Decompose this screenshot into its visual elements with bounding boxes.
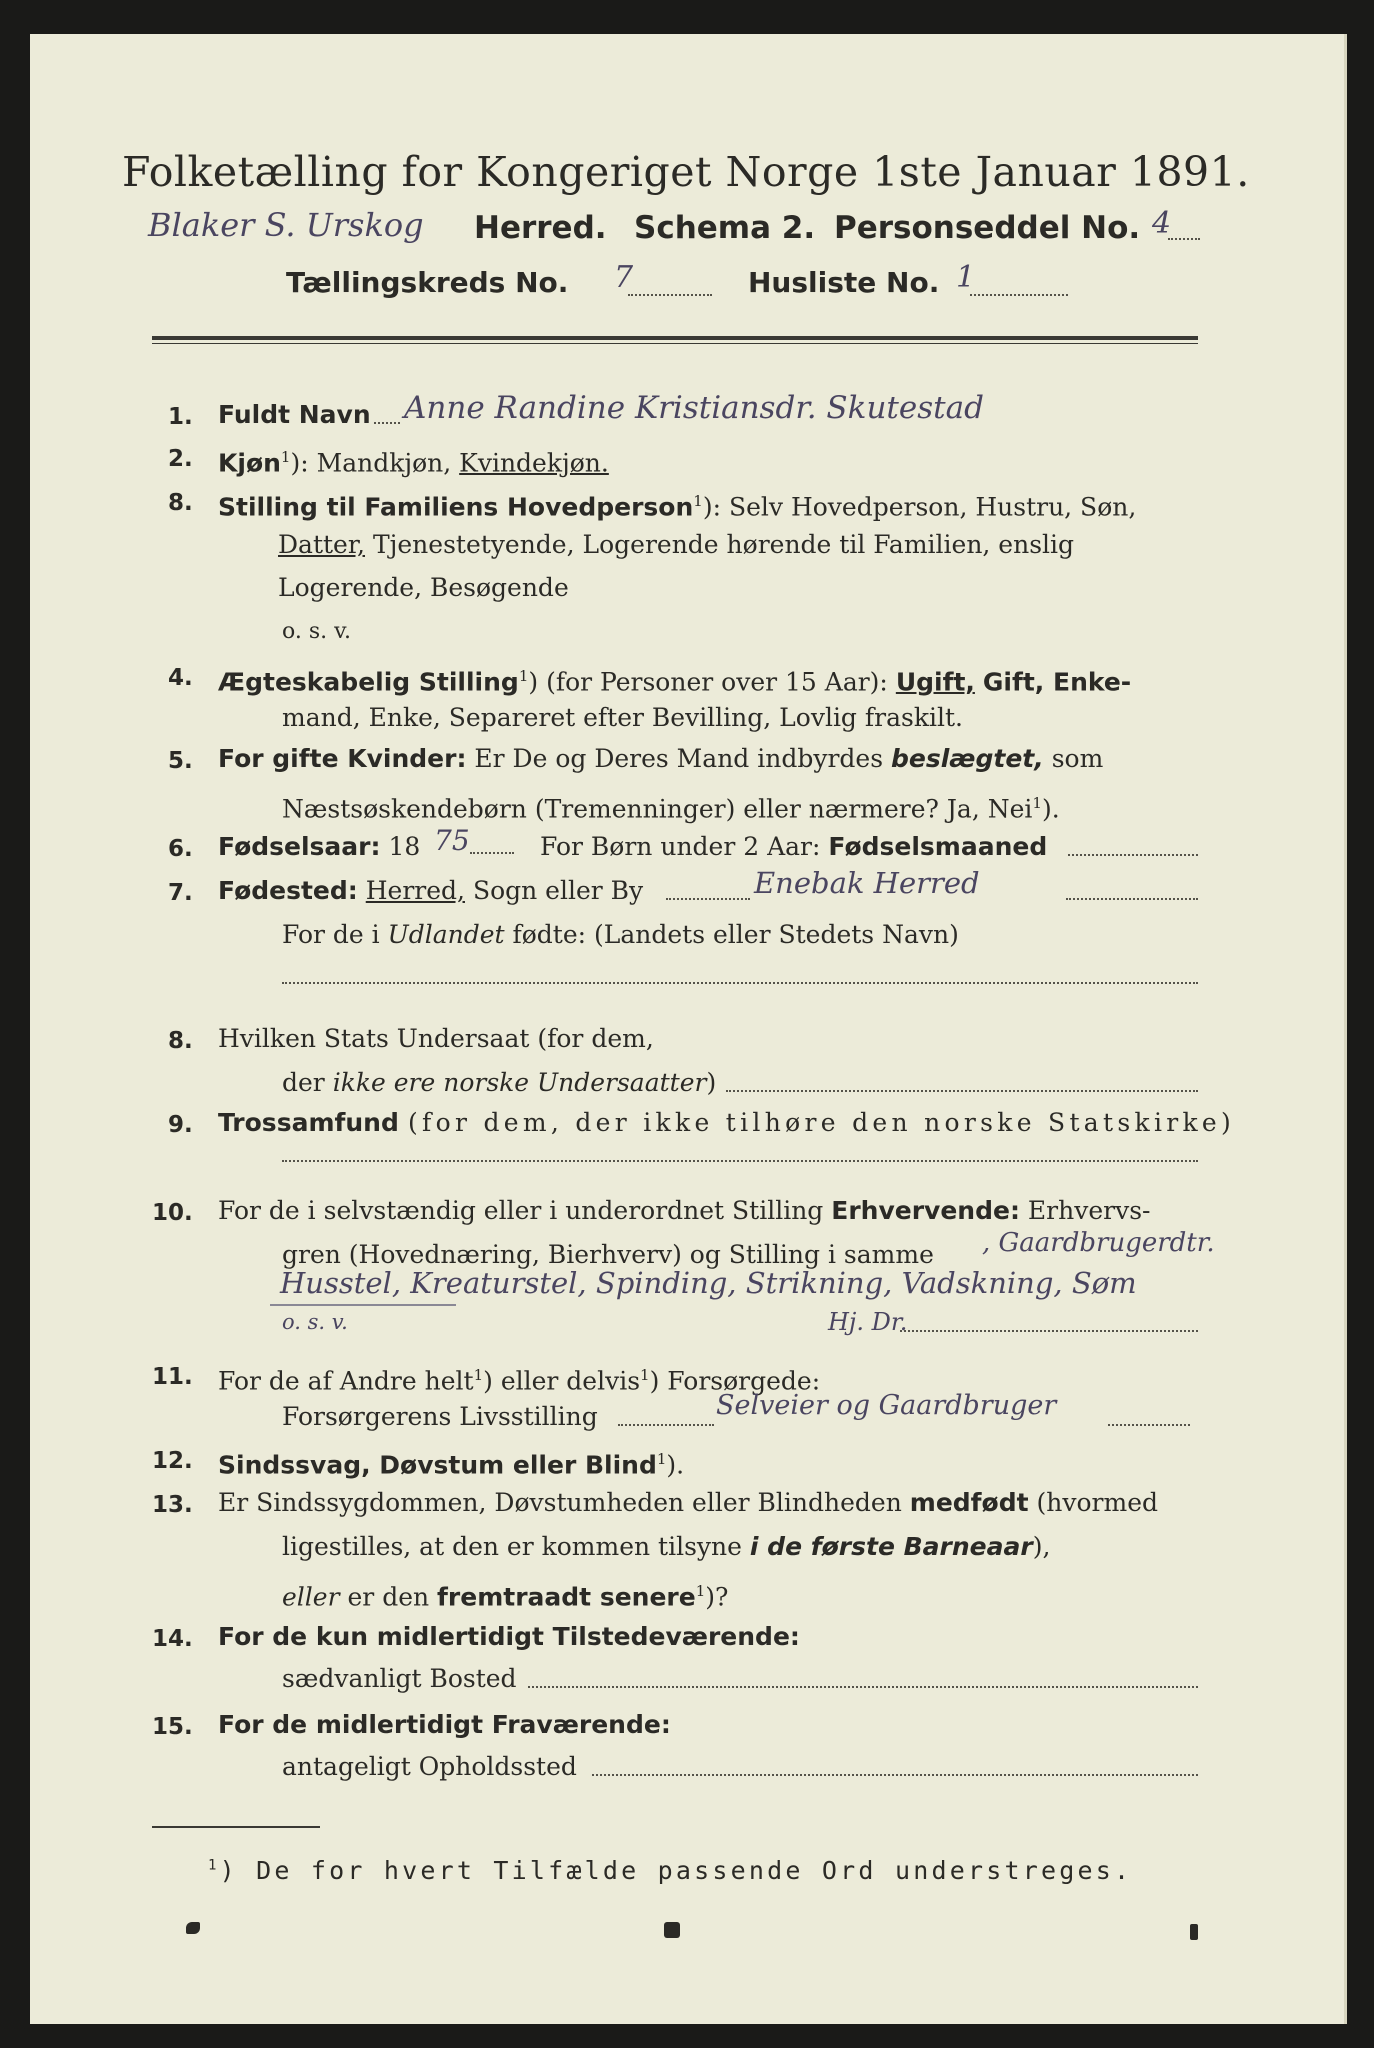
q7-answer: Enebak Herred	[754, 866, 980, 900]
q13-line1: Er Sindssygdommen, Døvstumheden eller Blindheden medfødt (hvormed	[218, 1488, 1159, 1517]
q8-number: 8.	[168, 1028, 193, 1054]
q7-line1: Fødested: Herred, Sogn eller By	[218, 876, 644, 905]
q4-line2: mand, Enke, Separeret efter Bevilling, Lovlig fraskilt.	[282, 703, 963, 732]
q1-number: 1.	[168, 404, 193, 430]
q2-text: Kjøn$^1$): Mandkjøn, Kvindekjøn.	[218, 448, 609, 478]
q11-line1: For de af Andre helt$^1$) eller delvis$^1$) Forsørgede:	[218, 1366, 821, 1396]
q5-line2: Næstsøskendebørn (Tremenninger) eller nærmere? Ja, Nei$^1$).	[282, 794, 1060, 824]
q1-label: Fuldt Navn	[218, 400, 371, 429]
q12-line: Sindssvag, Døvstum eller Blind$^1$).	[218, 1450, 685, 1480]
q6-answer: 75	[434, 824, 470, 857]
husliste-fill: 1	[956, 260, 976, 295]
q15-label: For de midlertidigt Fraværende:	[218, 1710, 671, 1739]
q10-line1: For de i selvstændig eller i underordnet Stilling Erhvervende: Erhvervs-	[218, 1196, 1151, 1225]
husliste-label: Husliste No.	[748, 266, 940, 299]
q3-line2: Datter, Tjenestetyende, Logerende hørende til Familien, enslig	[278, 530, 1075, 559]
q5-line1: For gifte Kvinder: Er De og Deres Mand indbyrdes beslægtet, som	[218, 744, 1104, 773]
q5-number: 5.	[168, 748, 193, 774]
q9-text: (for dem, der ikke tilhøre den norske Statskirke)	[408, 1108, 1236, 1137]
q8-line1: Hvilken Stats Undersaat (for dem,	[218, 1024, 654, 1053]
q4-number: 4.	[168, 665, 193, 691]
q1-answer: Anne Randine Kristiansdr. Skutestad	[404, 390, 984, 426]
q13-line3: eller er den fremtraadt senere$^1$)?	[282, 1582, 729, 1612]
q4-line1: Ægteskabelig Stilling$^1$) (for Personer over 15 Aar): Ugift, Gift, Enke-	[218, 667, 1132, 697]
q10-number: 10.	[152, 1200, 193, 1226]
schema-label: Schema 2.	[634, 210, 816, 246]
q10-answer1: , Gaardbrugerdtr.	[982, 1228, 1215, 1258]
q6-number: 6.	[168, 836, 193, 862]
q13-line2: ligestilles, at den er kommen tilsyne i de første Barneaar),	[282, 1532, 1051, 1561]
header-rule	[152, 336, 1198, 340]
q3-line1: Stilling til Familiens Hovedperson$^1$): Selv Hovedperson, Hustru, Søn,	[218, 492, 1137, 522]
kreds-fill: 7	[614, 260, 634, 295]
q3-line3: Logerende, Besøgende	[278, 573, 569, 602]
q7-number: 7.	[168, 880, 193, 906]
herred-fill: Blaker S. Urskog	[148, 206, 424, 244]
q10-answer3: o. s. v.	[282, 1310, 348, 1334]
personseddel-fill: 4	[1152, 206, 1172, 241]
printer-mark-left	[186, 1922, 200, 1934]
q2-number: 2.	[168, 446, 193, 472]
q12-number: 12.	[152, 1448, 193, 1474]
q10-answer4: Hj. Dr.	[828, 1308, 908, 1336]
q14-label: For de kun midlertidigt Tilstedeværende:	[218, 1622, 800, 1651]
printer-mark-right	[1190, 1924, 1198, 1940]
personseddel-label: Personseddel No.	[834, 210, 1141, 246]
q8-line2: der ikke ere norske Undersaatter)	[282, 1068, 717, 1097]
q14-number: 14.	[152, 1626, 193, 1652]
q7-line2: For de i Udlandet fødte: (Landets eller Stedets Navn)	[282, 920, 959, 949]
q3-line4: o. s. v.	[282, 619, 351, 644]
q6-line: Fødselsaar: 18	[218, 832, 421, 861]
q2-kvindekjon-underlined: Kvindekjøn.	[459, 448, 609, 478]
printer-mark-center	[664, 1922, 680, 1938]
q6-text: For Børn under 2 Aar: Fødselsmaaned	[540, 832, 1048, 861]
q10-answer2: Husstel, Kreaturstel, Spinding, Strikning, Vadskning, Søm	[280, 1266, 1137, 1300]
q11-number: 11.	[152, 1364, 193, 1390]
footnote: $^1$) De for hvert Tilfælde passende Ord understreges.	[208, 1856, 1133, 1885]
kreds-label: Tællingskreds No.	[286, 266, 569, 299]
q15-number: 15.	[152, 1714, 193, 1740]
q3-number: 8.	[168, 490, 193, 516]
form-title: Folketælling for Kongeriget Norge 1ste Januar 1891.	[122, 148, 1250, 196]
q11-answer: Selveier og Gaardbruger	[716, 1390, 1057, 1421]
q9-number: 9.	[168, 1112, 193, 1138]
q14-line2: sædvanligt Bosted	[282, 1664, 517, 1693]
herred-label: Herred.	[474, 210, 607, 246]
q13-number: 13.	[152, 1492, 193, 1518]
q10-line2: gren (Hovednæring, Bierhverv) og Stilling i samme	[282, 1240, 934, 1269]
q9-label: Trossamfund	[218, 1108, 399, 1137]
footnote-rule	[152, 1826, 320, 1828]
q15-line2: antageligt Opholdssted	[282, 1752, 577, 1781]
q11-line2: Forsørgerens Livsstilling	[282, 1402, 598, 1431]
